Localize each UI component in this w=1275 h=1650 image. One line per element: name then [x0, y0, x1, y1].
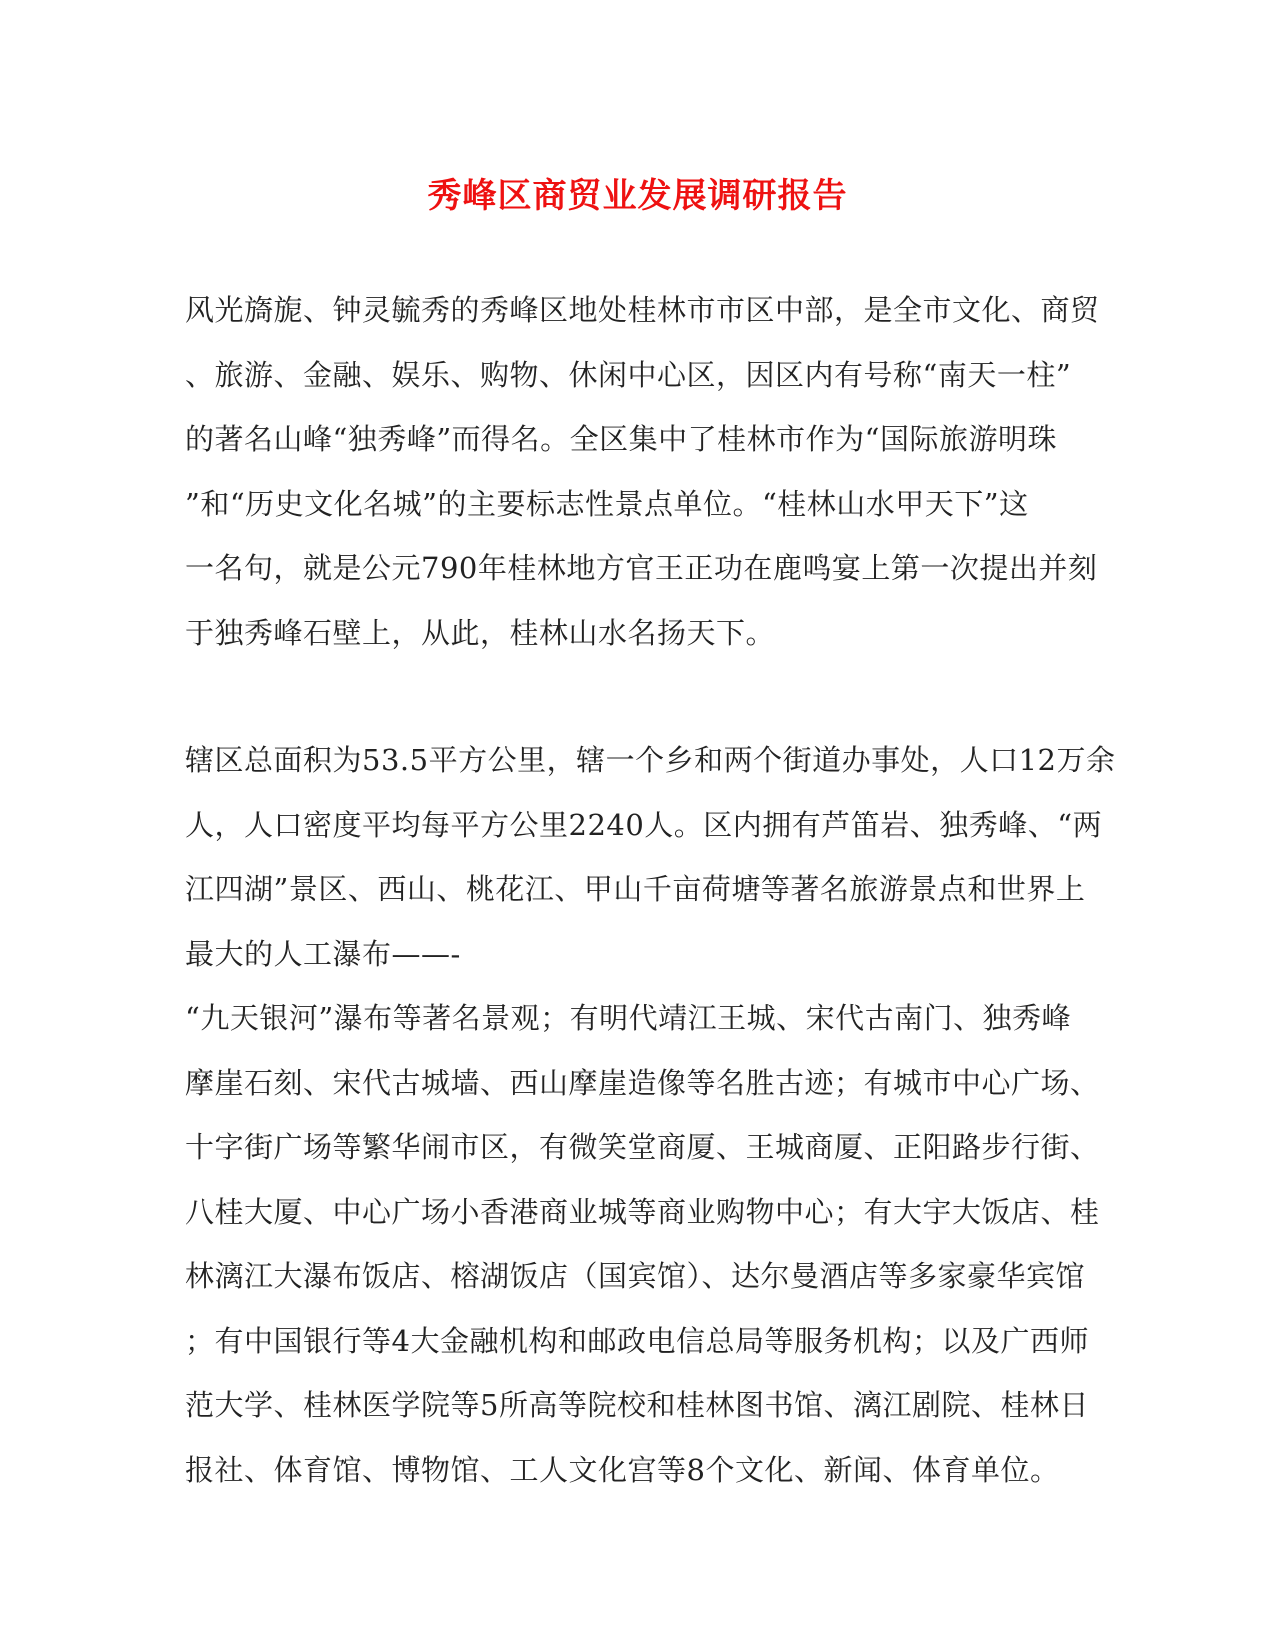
document-title: 秀峰区商贸业发展调研报告	[427, 176, 848, 216]
paragraph-line: 十字街广场等繁华闹市区，有微笑堂商厦、王城商厦、正阳路步行街、	[185, 1130, 1100, 1164]
paragraph-line: 江四湖”景区、西山、桃花江、甲山千亩荷塘等著名旅游景点和世界上	[185, 872, 1086, 906]
paragraph-line: 八桂大厦、中心广场小香港商业城等商业购物中心；有大宇大饭店、桂	[185, 1194, 1100, 1229]
paragraph-line: 人，人口密度平均每平方公里2240人。区内拥有芦笛岩、独秀峰、“两	[185, 807, 1103, 842]
paragraph-line: 报社、体育馆、博物馆、工人文化宫等8个文化、新闻、体育单位。	[185, 1452, 1060, 1487]
paragraph-district-overview	[185, 728, 1116, 1502]
paragraph-line: 最大的人工瀑布——-	[185, 936, 461, 971]
paragraph-line: 林漓江大瀑布饭店、榕湖饭店（国宾馆）、达尔曼酒店等多家豪华宾馆	[185, 1259, 1086, 1293]
paragraph-line: 风光旖旎、钟灵毓秀的秀峰区地处桂林市市区中部，是全市文化、商贸	[185, 293, 1100, 327]
paragraph-line: “九天银河”瀑布等著名景观；有明代靖江王城、宋代古南门、独秀峰	[185, 1001, 1072, 1035]
paragraph-line: 辖区总面积为53.5平方公里，辖一个乡和两个街道办事处，人口12万余	[185, 743, 1116, 777]
paragraph-line: 范大学、桂林医学院等5所高等院校和桂林图书馆、漓江剧院、桂林日	[185, 1388, 1089, 1422]
paragraph-line: 摩崖石刻、宋代古城墙、西山摩崖造像等名胜古迹；有城市中心广场、	[185, 1065, 1100, 1100]
paragraph-line: ；有中国银行等4大金融机构和邮政电信总局等服务机构；以及广西师	[185, 1323, 1089, 1358]
paragraph-intro	[185, 278, 1100, 665]
paragraph-line: 于独秀峰石壁上，从此，桂林山水名扬天下。	[185, 615, 776, 650]
paragraph-line: 一名句，就是公元790年桂林地方官王正功在鹿鸣宴上第一次提出并刻	[185, 551, 1098, 585]
paragraph-line: 的著名山峰“独秀峰”而得名。全区集中了桂林市作为“国际旅游明珠	[185, 422, 1057, 456]
paragraph-line: ”和“历史文化名城”的主要标志性景点单位。“桂林山水甲天下”这	[185, 486, 1029, 521]
paragraph-line: 、旅游、金融、娱乐、购物、休闲中心区，因区内有号称“南天一柱”	[185, 357, 1072, 392]
